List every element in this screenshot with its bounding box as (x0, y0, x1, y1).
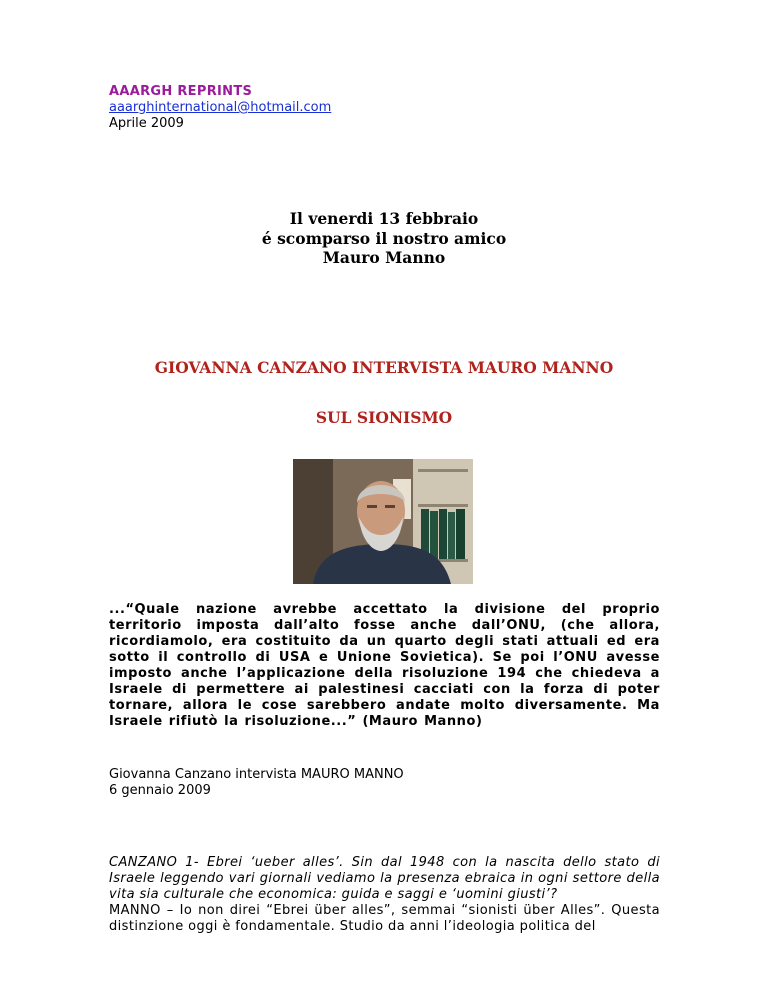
portrait-illustration (293, 459, 473, 584)
interview-intro (109, 767, 404, 799)
memorial-notice (0, 209, 768, 268)
article-subtitle: SUL SIONISMO (315, 408, 453, 427)
email-link[interactable]: aaarghinternational@hotmail.com (109, 100, 332, 115)
interview-date: 6 gennaio 2009 (109, 783, 211, 798)
memorial-line-1: Il venerdi 13 febbraio (289, 209, 479, 228)
interview-body (109, 855, 660, 935)
article-title: GIOVANNA CANZANO INTERVISTA MAURO MANNO (154, 358, 614, 377)
portrait-photo (293, 459, 473, 584)
memorial-line-3: Mauro Manno (322, 248, 446, 267)
header-block (109, 84, 331, 132)
interview-answer: MANNO – Io non direi “Ebrei über alles”, semmai “sionisti über Alles”. Questa distinzione oggi è fondamentale. Studio da anni l’ideologia politica del (109, 903, 660, 934)
publication-date: Aprile 2009 (109, 116, 184, 131)
highlight-quote: ...“Quale nazione avrebbe accettato la divisione del proprio territorio imposta dall’alto fosse anche dall’ONU, (che allora, ricordiamolo, era costituito da un quarto degli stati attuali ed era sotto il controllo di USA e Unione Sovietica). Se poi l’ONU avesse imposto anche l’applicazione della risoluzione 194 che chiedeva a Israele di permettere ai palestinesi cacciati con la forza di poter tornare, allora le cose sarebbero andate molto diversamente. Ma Israele rifiutò la risoluzione...” (Mauro Manno) (109, 602, 660, 729)
memorial-line-2: é scomparso il nostro amico (261, 228, 507, 248)
publisher-title: AAARGH REPRINTS (109, 84, 253, 99)
interview-question: CANZANO 1- Ebrei ‘ueber alles’. Sin dal 1948 con la nascita dello stato di Israele leggendo vari giornali vediamo la presenza ebraica in ogni settore della vita sia culturale che economica: guida e saggi e ‘uomini giusti’? (109, 855, 660, 902)
interview-byline: Giovanna Canzano intervista MAURO MANNO (109, 767, 404, 782)
